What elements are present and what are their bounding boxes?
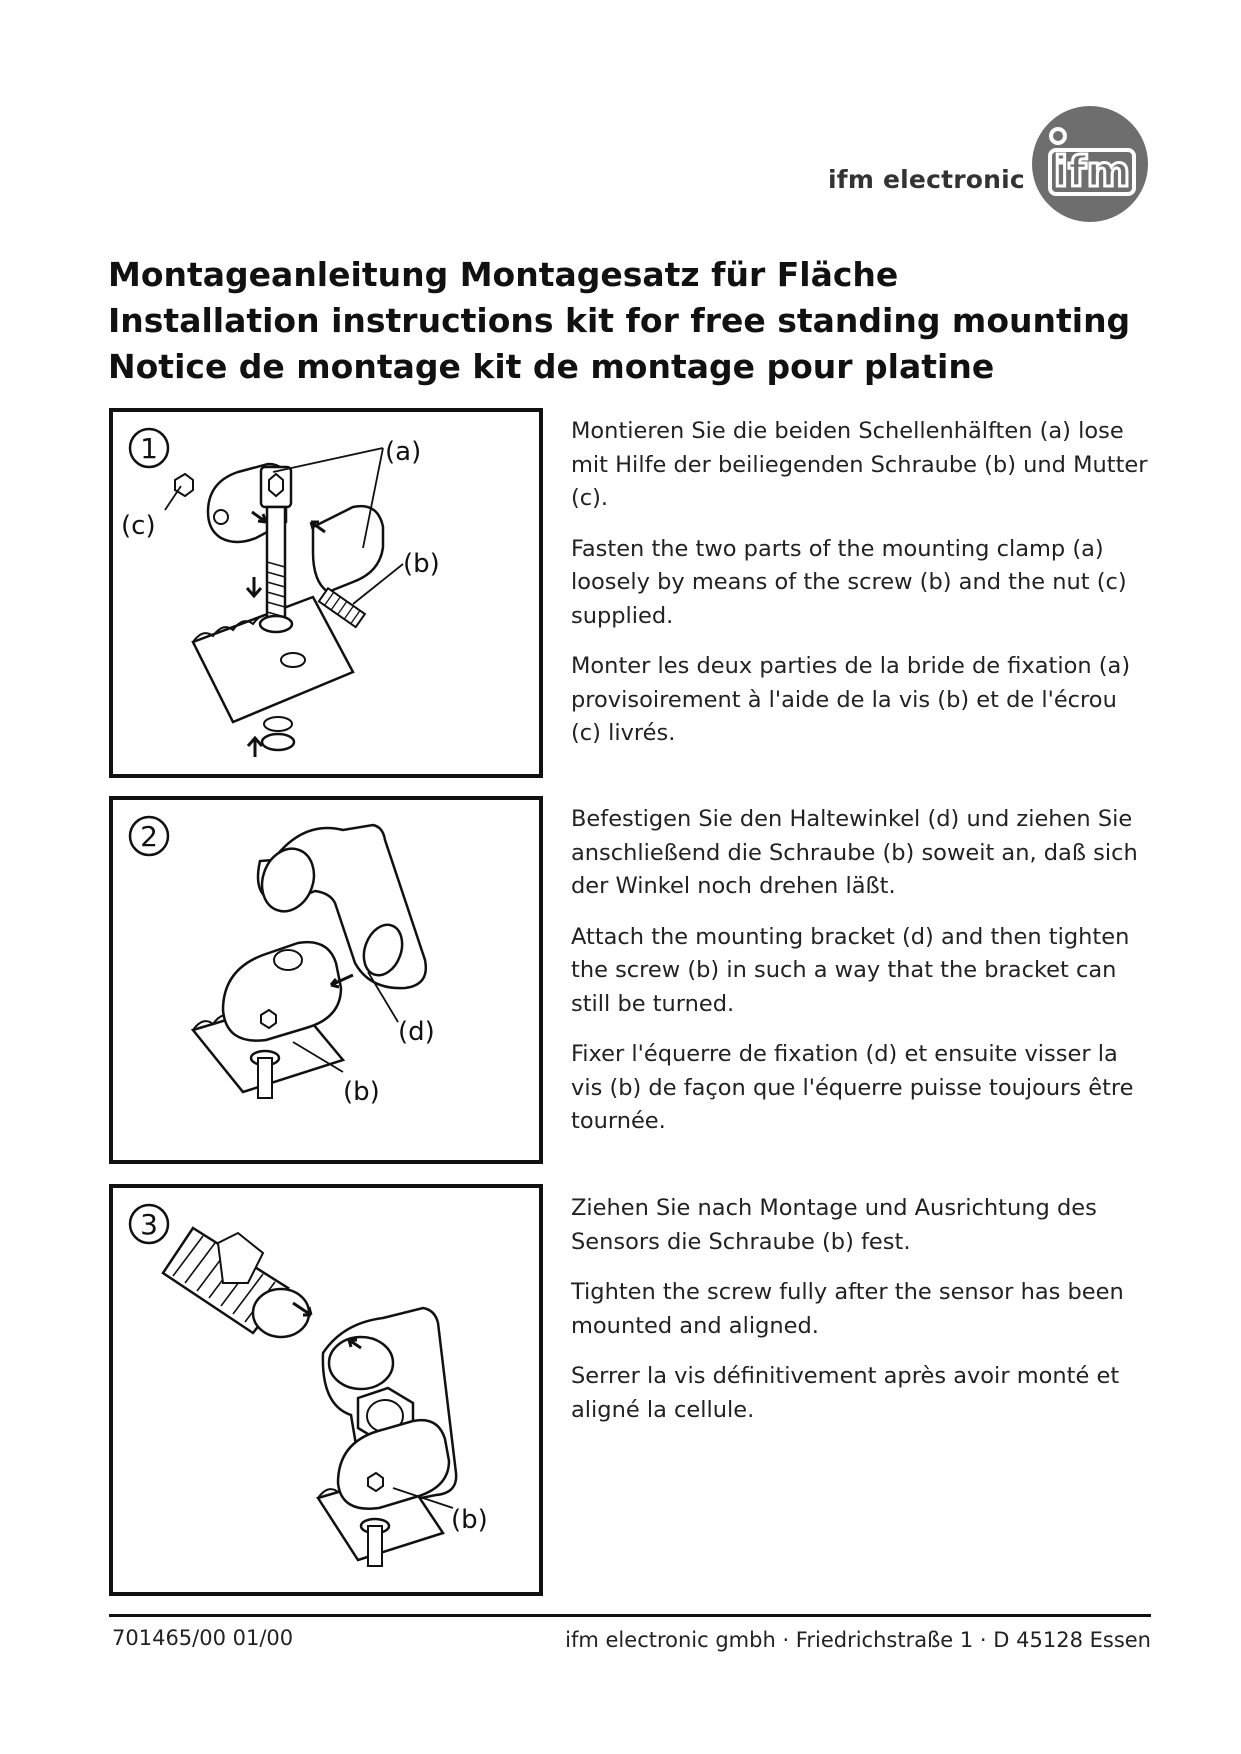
sensor (163, 1228, 309, 1337)
nut-c (175, 474, 193, 496)
step-2-text (571, 803, 1151, 1156)
step-1-text-en: Fasten the two parts of the mounting clamp (a) loosely by means of the screw (b) and the nut (c) supplied. (571, 535, 1127, 629)
label-c: (c) (121, 511, 156, 541)
clamp-half-right (313, 506, 383, 592)
step-2-illustration (109, 796, 543, 1164)
step-3-number: 3 (140, 1208, 158, 1241)
label-b: (b) (451, 1505, 488, 1535)
step-1-text (571, 415, 1151, 768)
document-number: 701465/00 01/00 (112, 1626, 294, 1650)
step-3-text (571, 1192, 1151, 1444)
footer-rule (109, 1614, 1151, 1617)
logo-letters: ifm (1053, 147, 1131, 196)
washer (260, 616, 292, 632)
title-french: Notice de montage kit de montage pour platine (108, 347, 995, 386)
step-1-illustration (109, 408, 543, 778)
step-3-text-fr: Serrer la vis définitivement après avoir monté et aligné la cellule. (571, 1363, 1120, 1423)
step-1-text-fr: Monter les deux parties de la bride de fixation (a) provisoirement à l'aide de la vis (b) et de l'écrou (c) livrés. (571, 653, 1131, 746)
step-3-text-en: Tighten the screw fully after the sensor has been mounted and aligned. (571, 1279, 1124, 1339)
title-block (108, 252, 1168, 390)
step-1-number: 1 (140, 432, 158, 465)
step-3-text-de: Ziehen Sie nach Montage und Ausrichtung des Sensors die Schraube (b) fest. (571, 1195, 1097, 1255)
brand-name: ifm electronic (828, 165, 1025, 194)
title-german: Montageanleitung Montagesatz für Fläche (108, 255, 899, 294)
step-2-number: 2 (140, 820, 158, 853)
label-a: (a) (385, 437, 422, 467)
step-2-text-de: Befestigen Sie den Haltewinkel (d) und ziehen Sie anschließend die Schraube (b) soweit an, daß sich der Winkel noch drehen läßt. (571, 806, 1138, 899)
step-2-text-fr: Fixer l'équerre de fixation (d) et ensuite visser la vis (b) de façon que l'équerre puisse toujours être tournée. (571, 1041, 1134, 1134)
label-b: (b) (403, 549, 440, 579)
bottom-nut (262, 734, 294, 750)
step-3-illustration (109, 1184, 543, 1596)
ifm-logo (1030, 104, 1150, 224)
step-2-text-en: Attach the mounting bracket (d) and then tighten the screw (b) in such a way that the bracket can still be turned. (571, 923, 1130, 1017)
title-english: Installation instructions kit for free standing mounting (108, 301, 1131, 340)
company-address: ifm electronic gmbh · Friedrichstraße 1 · D 45128 Essen (565, 1628, 1151, 1652)
label-b: (b) (343, 1077, 380, 1107)
step-1-text-de: Montieren Sie die beiden Schellenhälften (a) lose mit Hilfe der beiliegenden Schraube (b) und Mutter (c). (571, 418, 1148, 511)
label-d: (d) (398, 1017, 435, 1047)
